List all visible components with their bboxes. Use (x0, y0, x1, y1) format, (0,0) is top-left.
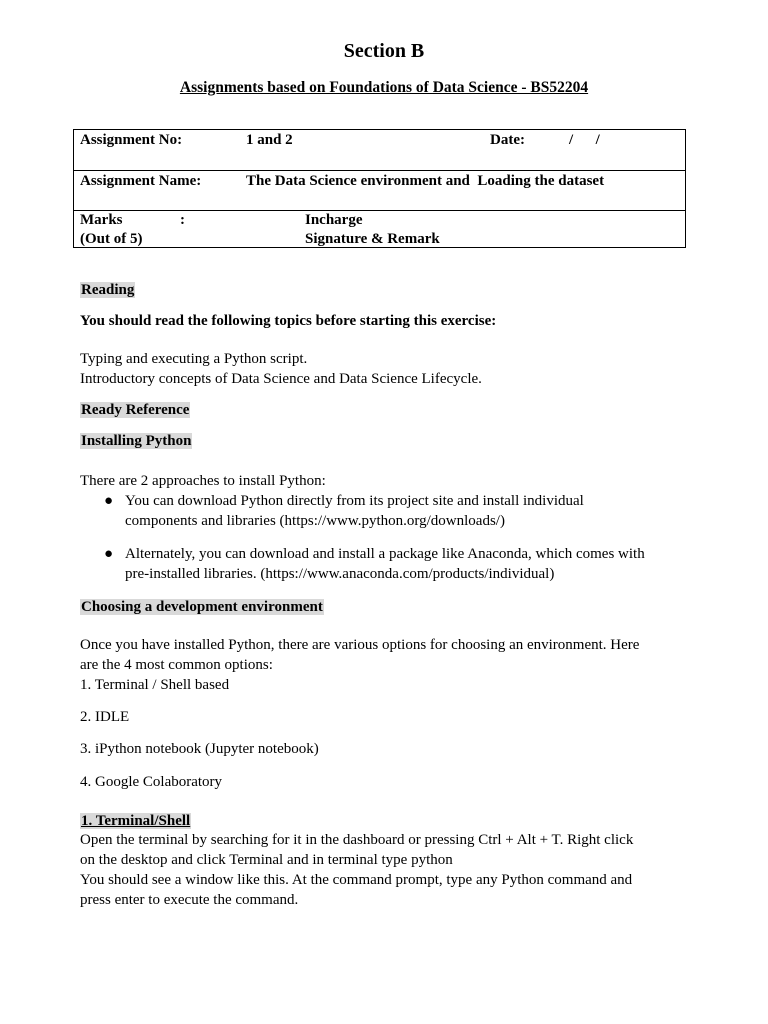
terminal-line2: on the desktop and click Terminal and in terminal type python (80, 852, 453, 868)
table-row-marks (74, 210, 685, 249)
option-idle: 2. IDLE (80, 709, 130, 725)
marks-colon: : (180, 212, 185, 228)
assignment-no-value: 1 and 2 (246, 132, 293, 148)
assignment-no-label: Assignment No: (80, 132, 183, 148)
date-value: / / (569, 132, 600, 148)
reading-topic-data-science: Introductory concepts of Data Science and Data Science Lifecycle. (80, 371, 482, 387)
environment-intro-line2: are the 4 most common options: (80, 657, 273, 673)
install-intro: There are 2 approaches to install Python: (80, 473, 326, 489)
assignment-name-value: The Data Science environment and Loading the dataset (246, 173, 605, 189)
assignment-name-label: Assignment Name: (80, 173, 202, 189)
list-item (104, 544, 715, 584)
option-colab: 4. Google Colaboratory (80, 774, 223, 790)
marks-label: Marks (80, 212, 123, 228)
bullet-line: Alternately, you can download and install a package like Anaconda, which comes with (125, 546, 645, 562)
incharge-label: Incharge (305, 212, 363, 228)
terminal-line3: You should see a window like this. At the command prompt, type any Python command and (80, 872, 633, 888)
bullet-line: components and libraries (https://www.python.org/downloads/) (125, 513, 505, 529)
out-of-label: (Out of 5) (80, 231, 143, 247)
table-row-assignment-name (74, 170, 685, 211)
section-title: Section B (343, 40, 425, 62)
option-terminal: 1. Terminal / Shell based (80, 677, 230, 693)
reading-intro: You should read the following topics before starting this exercise: (80, 313, 497, 329)
signature-label: Signature & Remark (305, 231, 440, 247)
document-subtitle: Assignments based on Foundations of Data Science - BS52204 (179, 79, 589, 96)
list-item (104, 491, 715, 531)
environment-intro-line1: Once you have installed Python, there are various options for choosing an environment. Here (80, 637, 640, 653)
terminal-heading: 1. Terminal/Shell (81, 813, 191, 829)
reading-topic-python-script: Typing and executing a Python script. (80, 351, 308, 367)
terminal-line1: Open the terminal by searching for it in the dashboard or pressing Ctrl + Alt + T. Right click (80, 832, 634, 848)
environment-heading: Choosing a development environment (81, 599, 323, 615)
bullet-icon: ● (104, 493, 114, 509)
bullet-line: You can download Python directly from its project site and install individual (125, 493, 584, 509)
installing-python-heading: Installing Python (81, 433, 192, 449)
option-jupyter: 3. iPython notebook (Jupyter notebook) (80, 741, 319, 757)
reading-heading: Reading (81, 282, 135, 298)
table-row-assignment-no (74, 130, 685, 171)
ready-reference-heading: Ready Reference (81, 402, 190, 418)
bullet-line: pre-installed libraries. (https://www.anaconda.com/products/individual) (125, 566, 555, 582)
terminal-line4: press enter to execute the command. (80, 892, 299, 908)
date-label: Date: (490, 132, 525, 148)
assignment-info-table (73, 129, 686, 248)
bullet-icon: ● (104, 546, 114, 562)
